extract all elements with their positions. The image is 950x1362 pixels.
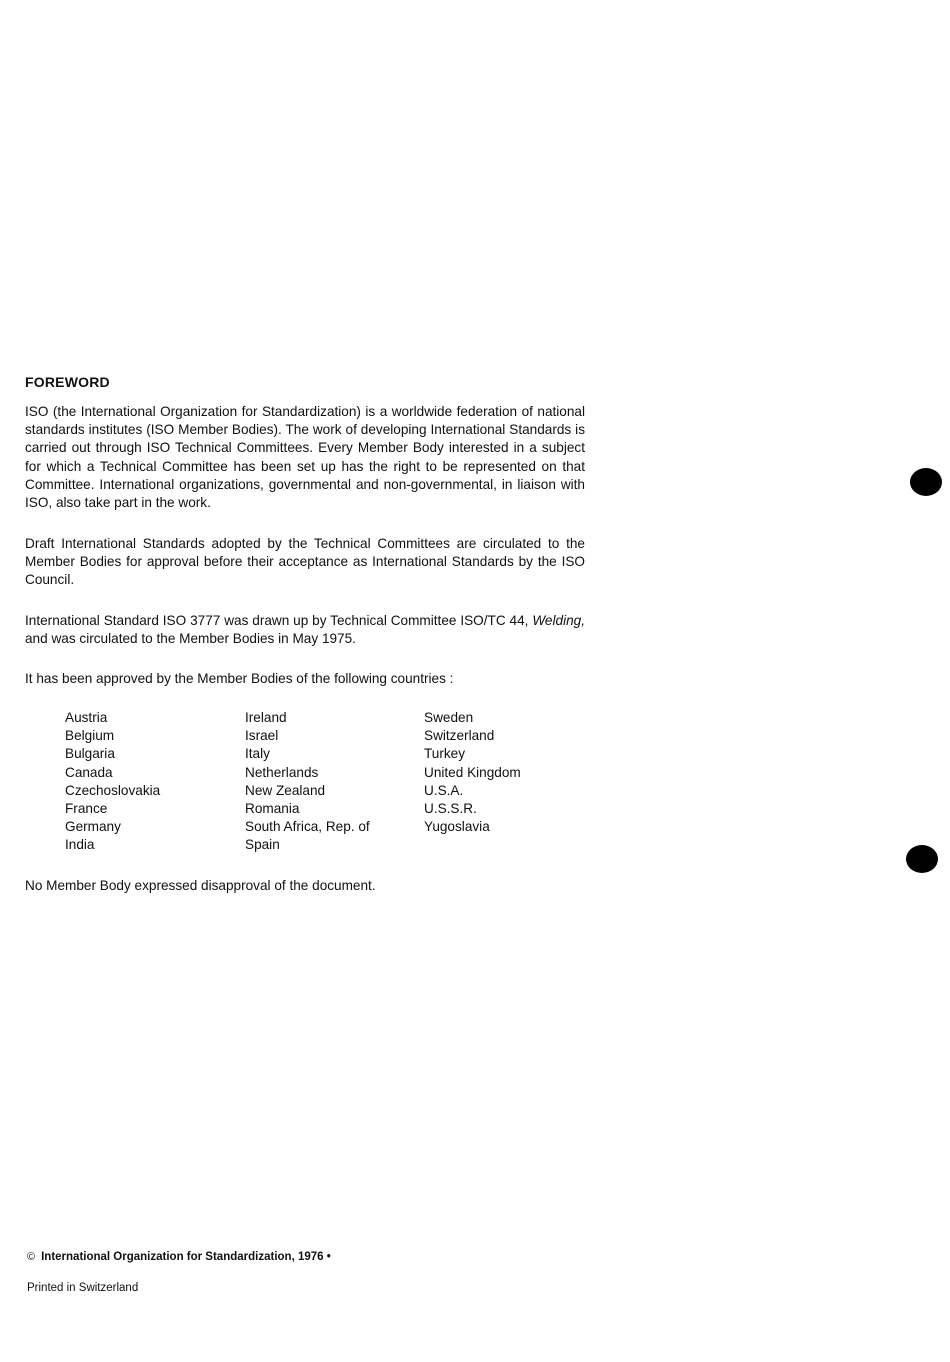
bullet-icon: • <box>326 1251 331 1263</box>
country-item: U.S.A. <box>424 782 464 798</box>
country-item: Turkey <box>424 746 466 762</box>
country-item: Switzerland <box>424 728 495 744</box>
country-item: Austria <box>65 710 108 725</box>
country-item: Italy <box>245 746 270 762</box>
country-list <box>65 709 564 855</box>
country-item: Czechoslovakia <box>65 782 161 798</box>
country-item: Ireland <box>245 710 287 725</box>
copyright-icon: © <box>27 1251 36 1263</box>
committee-name: Welding, <box>532 613 585 628</box>
punch-hole-icon <box>906 845 938 873</box>
country-item: Bulgaria <box>65 746 115 762</box>
foreword-paragraph-approval: It has been approved by the Member Bodies of the following countries : <box>25 671 454 686</box>
country-item: Spain <box>245 837 280 853</box>
country-item: United Kingdom <box>424 764 521 780</box>
printed-in-line: Printed in Switzerland <box>27 1282 139 1294</box>
country-item: Germany <box>65 819 121 835</box>
country-item: New Zealand <box>245 782 326 798</box>
country-item: Netherlands <box>245 764 319 780</box>
foreword-paragraph-standard <box>25 612 585 648</box>
country-item: Romania <box>245 801 300 817</box>
country-item: France <box>65 801 108 817</box>
foreword-paragraph-disapproval: No Member Body expressed disapproval of the document. <box>25 878 376 893</box>
standard-text-start: International Standard ISO 3777 was drawn up by Technical Committee ISO/TC 44, <box>25 613 533 628</box>
copyright-text: International Organization for Standardization, 1976 <box>41 1251 324 1263</box>
country-item: Yugoslavia <box>424 819 490 835</box>
standard-text-end: and was circulated to the Member Bodies in May 1975. <box>25 631 356 647</box>
punch-hole-icon <box>910 468 942 496</box>
country-item: Israel <box>245 728 279 744</box>
copyright-line <box>27 1251 331 1263</box>
foreword-heading: FOREWORD <box>25 374 110 390</box>
country-item: Canada <box>65 764 113 780</box>
foreword-paragraph-drafts: Draft International Standards adopted by the Technical Committees are circulated to the Member Bodies for approval before their acceptance as International Standards by the ISO Council. <box>25 536 585 588</box>
country-item: Belgium <box>65 728 115 744</box>
country-item: South Africa, Rep. of <box>245 819 370 835</box>
country-item: U.S.S.R. <box>424 801 477 817</box>
foreword-paragraph-iso: ISO (the International Organization for Standardization) is a worldwide federation of national standards institutes (ISO Member Bodies). The work of developing International Standards is carried out through ISO Technical Committees. Every Member Body interested in a subject for which a Technical Committee has been set up has the right to be represented on that Committee. International organizations, governmental and non-governmental, in liaison with ISO, also take part in the work. <box>25 404 585 511</box>
country-item: Sweden <box>424 710 474 725</box>
country-column-3 <box>424 709 564 855</box>
country-column-2 <box>245 709 424 855</box>
country-column-1 <box>65 709 245 855</box>
country-item: India <box>65 837 95 853</box>
